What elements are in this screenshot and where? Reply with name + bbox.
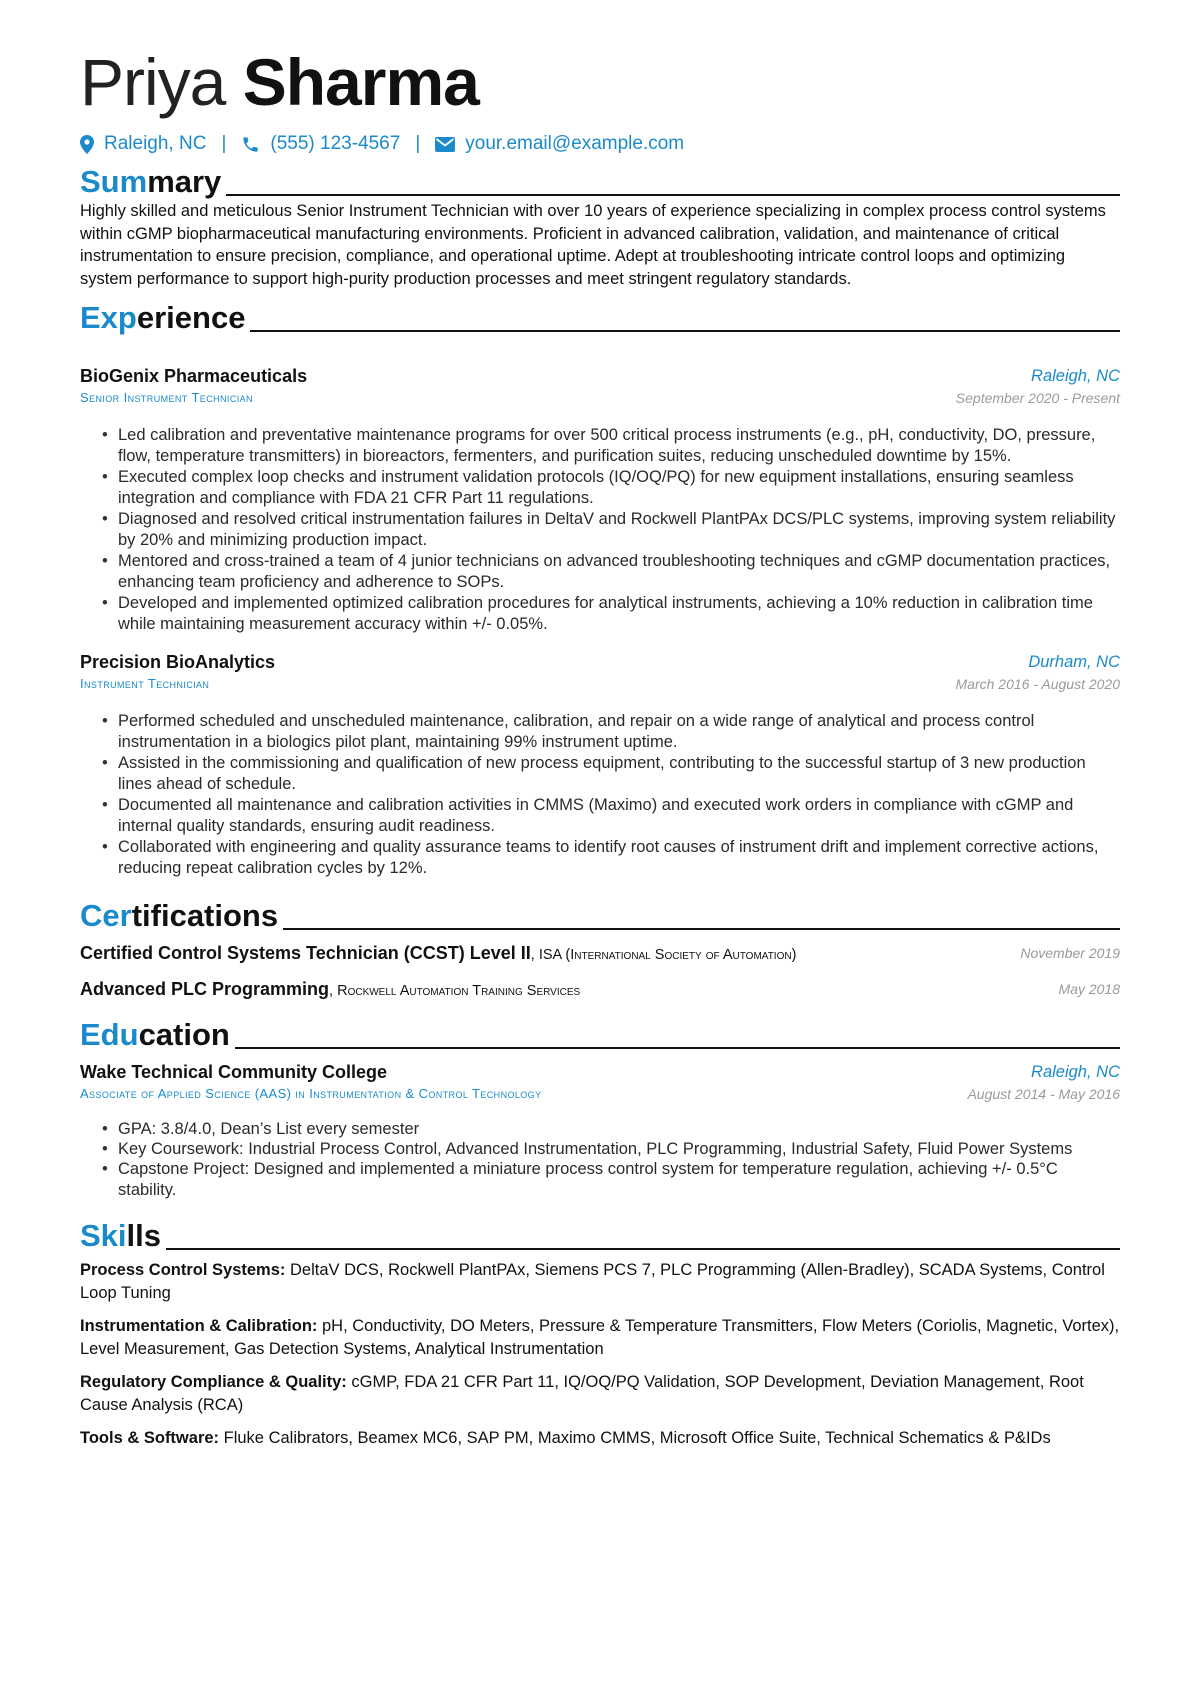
- location-text: Raleigh, NC: [104, 133, 207, 154]
- skill-label: Process Control Systems:: [80, 1261, 286, 1279]
- contact-separator: |: [221, 133, 227, 154]
- certification-issuer: , Rockwell Automation Training Services: [329, 983, 581, 999]
- job-bullets: [102, 711, 1120, 879]
- skill-values: cGMP, FDA 21 CFR Part 11, IQ/OQ/PQ Validation, SOP Development, Deviation Management, Root Cause Analysis (RCA): [80, 1373, 1084, 1414]
- certification-date: November 2019: [1020, 945, 1120, 961]
- summary-section-heading: Summary: [80, 158, 1120, 200]
- experience-section-heading: Experience: [80, 294, 1120, 336]
- contact-separator: |: [415, 133, 421, 154]
- section-rule: [283, 928, 1120, 930]
- list-item: • Key Coursework: Industrial Process Control, Advanced Instrumentation, PLC Programming, Industrial Safety, Fluid Power Systems: [102, 1140, 1120, 1160]
- candidate-name: [80, 42, 479, 122]
- certification-item: [80, 941, 1120, 967]
- job-title: Instrument Technician: [80, 676, 210, 691]
- job-location: Durham, NC: [1028, 653, 1120, 671]
- list-item: • Mentored and cross-trained a team of 4 junior technicians on advanced troubleshooting techniques and cGMP documentation practices, enhancing team proficiency and adherence to SOPs.: [102, 551, 1120, 593]
- summary-text: Highly skilled and meticulous Senior Instrument Technician with over 10 years of experience specializing in complex process control systems within cGMP biopharmaceutical manufacturing environments. Proficient in advanced calibration, validation, and maintenance of critical instrumentation to ensure precision, compliance, and operational uptime. Adept at troubleshooting intricate control loops and optimizing system performance to support high-purity production processes and meet stringent regulatory standards.: [80, 202, 1106, 288]
- skill-label: Tools & Software:: [80, 1429, 220, 1447]
- certifications-section-heading: Certifications: [80, 892, 1120, 934]
- skills-section-heading: Skills: [80, 1212, 1120, 1254]
- job-entry-header: [80, 365, 1120, 407]
- skill-values: pH, Conductivity, DO Meters, Pressure & Temperature Transmitters, Flow Meters (Coriolis, Magnetic, Vortex), Level Measurement, Gas Detection Systems, Analytical Instrumentation: [80, 1317, 1120, 1358]
- certification-issuer: , ISA (International Society of Automation): [530, 947, 797, 963]
- list-item: • Assisted in the commissioning and qualification of new process equipment, contributing to the successful startup of 3 new production lines ahead of schedule.: [102, 753, 1120, 795]
- job-location: Raleigh, NC: [1031, 367, 1120, 385]
- certification-name: Certified Control Systems Technician (CCST) Level II: [80, 943, 531, 963]
- company-name: BioGenix Pharmaceuticals: [80, 366, 308, 386]
- job-bullets: [102, 425, 1120, 635]
- contact-phone: [241, 133, 400, 155]
- education-entry-header: [80, 1061, 1120, 1103]
- contact-email: [435, 133, 684, 155]
- skill-group: [80, 1427, 1120, 1450]
- phone-text: (555) 123-4567: [270, 133, 401, 154]
- skill-values: DeltaV DCS, Rockwell PlantPAx, Siemens PCS 7, PLC Programming (Allen-Bradley), SCADA Systems, Control Loop Tuning: [80, 1261, 1105, 1302]
- contact-location: [80, 133, 206, 155]
- phone-icon: [241, 135, 260, 154]
- list-item: • Capstone Project: Designed and implemented a miniature process control system for temperature regulation, achieving +/- 0.5°C stability.: [102, 1159, 1120, 1201]
- list-item: • Collaborated with engineering and quality assurance teams to identify root causes of instrument drift and implement corrective actions, reducing repeat calibration cycles by 12%.: [102, 837, 1120, 879]
- skill-label: Instrumentation & Calibration:: [80, 1317, 318, 1335]
- map-pin-icon: [80, 135, 94, 154]
- skill-values: Fluke Calibrators, Beamex MC6, SAP PM, Maximo CMMS, Microsoft Office Suite, Technical Schematics & P&IDs: [219, 1429, 1051, 1447]
- skill-group: [80, 1259, 1120, 1304]
- last-name: Sharma: [242, 45, 479, 119]
- education-section-heading: Education: [80, 1011, 1120, 1053]
- section-rule: [250, 330, 1120, 332]
- list-item: • Developed and implemented optimized calibration procedures for analytical instruments, achieving a 10% reduction in calibration time while maintaining measurement accuracy within +/- 0.05%.: [102, 593, 1120, 635]
- envelope-icon: [435, 137, 455, 152]
- skill-group: [80, 1371, 1120, 1416]
- company-name: Precision BioAnalytics: [80, 652, 276, 672]
- list-item: • Performed scheduled and unscheduled maintenance, calibration, and repair on a wide range of analytical and process control instrumentation in a biologics pilot plant, maintaining 99% instrument uptime.: [102, 711, 1120, 753]
- certification-item: [80, 977, 1120, 1003]
- email-link[interactable]: your.email@example.com: [465, 133, 685, 154]
- list-item: • Executed complex loop checks and instrument validation protocols (IQ/OQ/PQ) for new equipment installations, ensuring seamless integration and compliance with FDA 21 CFR Part 11 regulations.: [102, 467, 1120, 509]
- job-dates: September 2020 - Present: [955, 390, 1120, 406]
- job-title: Senior Instrument Technician: [80, 390, 253, 405]
- list-item: • GPA: 3.8/4.0, Dean’s List every semester: [102, 1120, 1120, 1140]
- education-bullets: [102, 1120, 1120, 1201]
- list-item: • Diagnosed and resolved critical instrumentation failures in DeltaV and Rockwell PlantPAx DCS/PLC systems, improving system reliability by 20% and minimizing production impact.: [102, 509, 1120, 551]
- certification-date: May 2018: [1058, 981, 1120, 997]
- job-dates: March 2016 - August 2020: [955, 676, 1120, 692]
- education-dates: August 2014 - May 2016: [967, 1086, 1120, 1102]
- contact-line: [80, 133, 684, 155]
- section-rule: [166, 1248, 1120, 1250]
- job-entry-header: [80, 651, 1120, 693]
- degree: Associate of Applied Science (AAS) in Instrumentation & Control Technology: [80, 1086, 542, 1101]
- list-item: • Led calibration and preventative maintenance programs for over 500 critical process instruments (e.g., pH, conductivity, DO, pressure, flow, temperature transmitters) in bioreactors, fermenters, and purification suites, reducing unscheduled downtime by 15%.: [102, 425, 1120, 467]
- list-item: • Documented all maintenance and calibration activities in CMMS (Maximo) and executed work orders in compliance with cGMP and internal quality standards, ensuring audit readiness.: [102, 795, 1120, 837]
- section-rule: [226, 194, 1120, 196]
- section-rule: [235, 1047, 1120, 1049]
- school-location: Raleigh, NC: [1031, 1063, 1120, 1081]
- skill-group: [80, 1315, 1120, 1360]
- skill-label: Regulatory Compliance & Quality:: [80, 1373, 347, 1391]
- first-name: Priya: [80, 45, 226, 119]
- certification-name: Advanced PLC Programming: [80, 979, 330, 999]
- school-name: Wake Technical Community College: [80, 1062, 388, 1082]
